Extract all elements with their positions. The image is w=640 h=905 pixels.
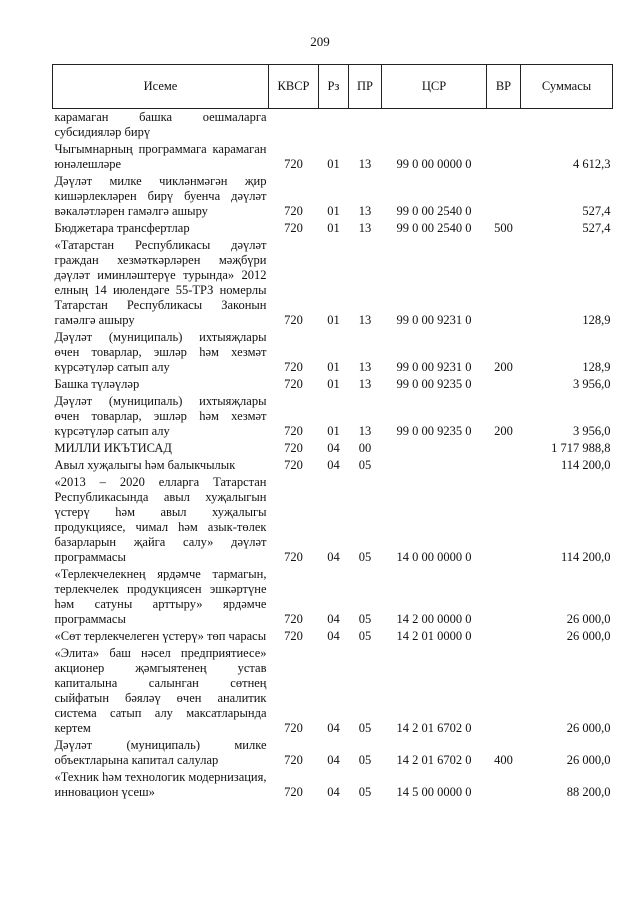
row-sum: 1 717 988,8 xyxy=(551,441,611,455)
row-csr: 14 0 00 0000 0 xyxy=(396,550,472,564)
row-rz: 04 xyxy=(327,753,340,767)
row-name: «Техник һәм технологик модернизация, инновацион үсеш» xyxy=(54,770,267,799)
row-pr: 13 xyxy=(358,204,372,218)
row-name: Чыгымнарның программага карамаган юнәлешләре xyxy=(54,142,267,171)
row-csr: 14 2 01 6702 0 xyxy=(396,721,472,735)
row-kvsr: 720 xyxy=(284,204,303,218)
row-csr: 99 0 00 9235 0 xyxy=(396,377,472,391)
row-vr xyxy=(487,628,521,645)
row-pr: 05 xyxy=(358,721,372,735)
row-pr: 13 xyxy=(358,157,372,171)
row-name: «Элита» баш нәсел предприятиесе» акционер җәмгыятенең устав капиталына салынган сөтнең сыйфатын бәяләү өчен аналитик система сатып алу максатларында кертем xyxy=(54,646,267,735)
row-kvsr: 720 xyxy=(284,612,303,626)
row-csr: 14 2 01 0000 0 xyxy=(396,629,472,643)
row-name: Дәүләт (муниципаль) ихтыяҗлары өчен товарлар, эшләр һәм хезмәт күрсәтүләр сатып алу xyxy=(54,330,267,374)
row-sum: 26 000,0 xyxy=(566,612,611,626)
row-vr xyxy=(487,566,521,628)
row-name: Башка түләүләр xyxy=(54,377,140,391)
row-vr: 200 xyxy=(494,360,513,374)
row-csr xyxy=(382,457,487,474)
row-csr: 99 0 00 9235 0 xyxy=(396,424,472,438)
row-name: «Сөт терлекчелеген үстерү» төп чарасы xyxy=(54,629,267,643)
row-pr: 05 xyxy=(358,629,372,643)
row-sum xyxy=(521,109,613,142)
table-row xyxy=(53,645,613,737)
row-csr: 99 0 00 9231 0 xyxy=(396,360,472,374)
header-sum: Суммасы xyxy=(521,65,613,109)
row-kvsr: 720 xyxy=(284,550,303,564)
row-name: карамаган башка оешмаларга субсидияләр бирү xyxy=(54,110,267,139)
row-sum: 26 000,0 xyxy=(566,753,611,767)
table-row xyxy=(53,474,613,566)
row-vr xyxy=(487,769,521,801)
row-kvsr: 720 xyxy=(284,424,303,438)
row-rz: 04 xyxy=(327,441,340,455)
row-kvsr: 720 xyxy=(284,157,303,171)
row-vr xyxy=(487,474,521,566)
row-name: «Терлекчелекнең ярдәмче тармагын, терлекчелек продукциясен эшкәртүне һәм сатуны арттыру» ярдәмче программасы xyxy=(54,567,267,626)
row-csr: 99 0 00 2540 0 xyxy=(396,204,472,218)
row-kvsr: 720 xyxy=(284,221,303,235)
table-row xyxy=(53,566,613,628)
row-vr xyxy=(487,237,521,329)
table-row xyxy=(53,393,613,440)
row-vr xyxy=(487,440,521,457)
row-csr: 14 2 00 0000 0 xyxy=(396,612,472,626)
row-csr xyxy=(382,109,487,142)
header-csr: ЦСР xyxy=(382,65,487,109)
row-vr xyxy=(487,173,521,220)
row-kvsr xyxy=(269,109,319,142)
row-csr xyxy=(382,440,487,457)
row-kvsr: 720 xyxy=(284,629,303,643)
row-pr xyxy=(349,109,382,142)
row-kvsr: 720 xyxy=(284,753,303,767)
row-pr: 00 xyxy=(358,441,372,455)
row-sum: 3 956,0 xyxy=(573,377,611,391)
row-rz: 01 xyxy=(327,204,340,218)
row-kvsr: 720 xyxy=(284,785,303,799)
header-kvsr: КВСР xyxy=(269,65,319,109)
table-row xyxy=(53,109,613,142)
header-name: Исеме xyxy=(53,65,269,109)
row-rz: 01 xyxy=(327,157,340,171)
row-csr: 99 0 00 9231 0 xyxy=(396,313,472,327)
row-pr: 05 xyxy=(358,785,372,799)
row-vr: 200 xyxy=(494,424,513,438)
row-name: Бюджетара трансфертлар xyxy=(54,221,190,235)
table-row xyxy=(53,628,613,645)
row-kvsr: 720 xyxy=(284,360,303,374)
row-rz: 04 xyxy=(327,629,340,643)
row-pr: 13 xyxy=(358,424,372,438)
table-row xyxy=(53,457,613,474)
row-vr xyxy=(487,141,521,173)
row-kvsr: 720 xyxy=(284,441,303,455)
row-sum: 3 956,0 xyxy=(573,424,611,438)
row-vr: 500 xyxy=(494,221,513,235)
row-rz: 01 xyxy=(327,313,340,327)
row-rz: 01 xyxy=(327,377,340,391)
row-sum: 88 200,0 xyxy=(566,785,611,799)
row-kvsr: 720 xyxy=(284,313,303,327)
row-sum: 26 000,0 xyxy=(566,629,611,643)
row-vr: 400 xyxy=(494,753,513,767)
row-sum: 26 000,0 xyxy=(566,721,611,735)
row-name: Дәүләт милке чикләнмәгән җир кишәрлекләрен бирү буенча дәүләт вәкаләтләрен гамәлгә ашыру xyxy=(54,174,267,218)
row-vr xyxy=(487,109,521,142)
row-kvsr: 720 xyxy=(284,721,303,735)
header-rz: Рз xyxy=(319,65,349,109)
row-name: «Татарстан Республикасы дәүләт граждан хезмәткәрләрен мәҗбүри дәүләт иминләштерүе турында» 2012 елның 14 июлендәге 55-ТРЗ номерлы Татарстан Республикасы Законын гамәлгә ашыру xyxy=(54,238,267,327)
row-csr: 99 0 00 0000 0 xyxy=(396,157,472,171)
row-pr: 13 xyxy=(358,360,372,374)
table-row xyxy=(53,220,613,237)
row-sum: 114 200,0 xyxy=(560,458,611,472)
row-pr: 13 xyxy=(358,313,372,327)
row-sum: 128,9 xyxy=(582,360,611,374)
table-row xyxy=(53,173,613,220)
row-sum: 114 200,0 xyxy=(560,550,611,564)
row-pr: 13 xyxy=(358,221,372,235)
row-kvsr: 720 xyxy=(284,377,303,391)
page-number: 209 xyxy=(310,34,330,49)
row-rz: 01 xyxy=(327,424,340,438)
table-row xyxy=(53,141,613,173)
row-sum: 527,4 xyxy=(582,221,611,235)
table-row xyxy=(53,737,613,769)
row-rz: 04 xyxy=(327,785,340,799)
budget-table xyxy=(52,64,613,801)
table-row xyxy=(53,440,613,457)
table-row xyxy=(53,237,613,329)
row-rz xyxy=(319,109,349,142)
table-header-row xyxy=(53,65,613,109)
row-pr: 05 xyxy=(358,612,372,626)
row-rz: 01 xyxy=(327,221,340,235)
row-sum: 527,4 xyxy=(582,204,611,218)
row-sum: 4 612,3 xyxy=(573,157,611,171)
row-rz: 01 xyxy=(327,360,340,374)
table-row xyxy=(53,329,613,376)
row-kvsr: 720 xyxy=(284,458,303,472)
row-name: «2013 – 2020 елларга Татарстан Республикасында авыл хуҗалыгын үстерү һәм авыл хуҗалыгы продукциясе, чимал һәм азык-төлек базарларын җайга салу» дәүләт программасы xyxy=(54,475,267,564)
row-rz: 04 xyxy=(327,612,340,626)
row-name: МИЛЛИ ИКЪТИСАД xyxy=(54,441,172,455)
header-vr: ВР xyxy=(487,65,521,109)
row-rz: 04 xyxy=(327,721,340,735)
row-name: Дәүләт (муниципаль) милке объектларына капитал салулар xyxy=(54,738,267,767)
header-pr: ПР xyxy=(349,65,382,109)
table-row xyxy=(53,376,613,393)
row-vr xyxy=(487,645,521,737)
row-csr: 99 0 00 2540 0 xyxy=(396,221,472,235)
table-row xyxy=(53,769,613,801)
row-vr xyxy=(487,376,521,393)
row-pr: 13 xyxy=(358,377,372,391)
row-pr: 05 xyxy=(358,550,372,564)
row-vr xyxy=(487,457,521,474)
row-rz: 04 xyxy=(327,458,340,472)
row-csr: 14 2 01 6702 0 xyxy=(396,753,472,767)
row-csr: 14 5 00 0000 0 xyxy=(396,785,472,799)
row-rz: 04 xyxy=(327,550,340,564)
row-sum: 128,9 xyxy=(582,313,611,327)
row-name: Авыл хуҗалыгы һәм балыкчылык xyxy=(54,458,236,472)
row-pr: 05 xyxy=(358,753,372,767)
row-name: Дәүләт (муниципаль) ихтыяҗлары өчен товарлар, эшләр һәм хезмәт күрсәтүләр сатып алу xyxy=(54,394,267,438)
row-pr: 05 xyxy=(358,458,372,472)
